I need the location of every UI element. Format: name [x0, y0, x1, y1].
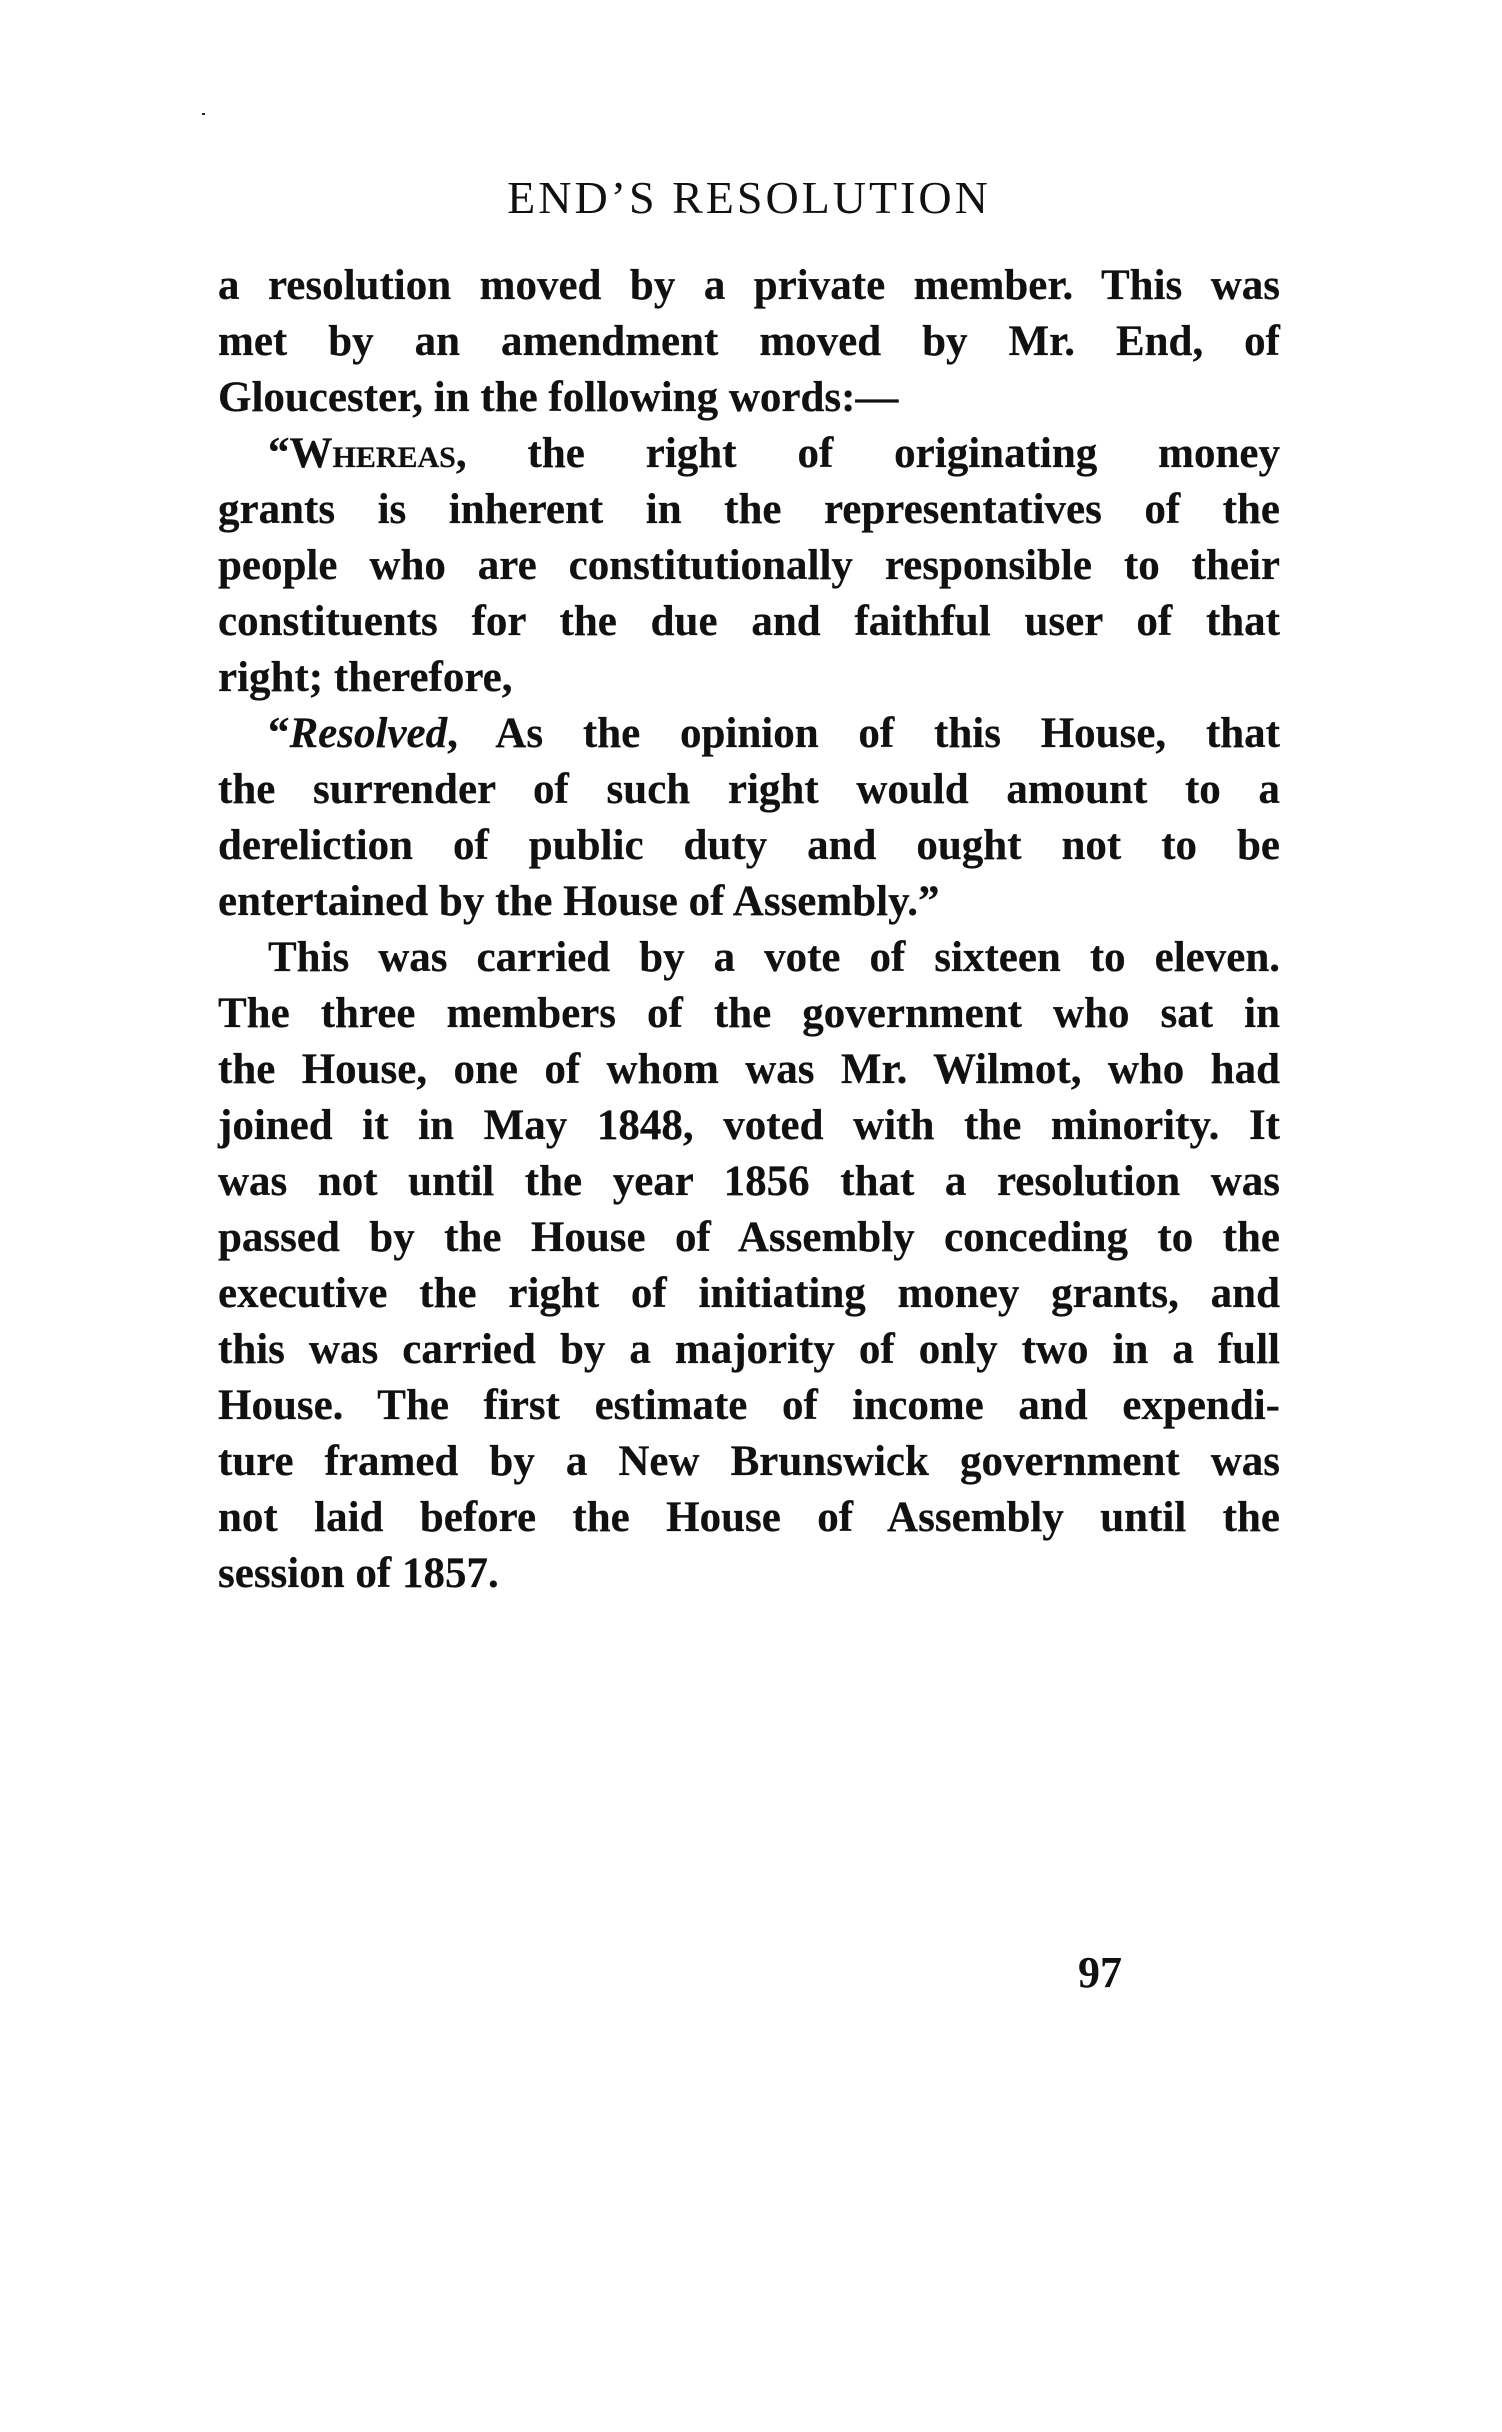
line-text: , the right of originating money: [455, 430, 1280, 477]
text-line: people who are constitutionally responsible to their: [218, 542, 1280, 589]
text-line: [218, 706, 1280, 762]
text-line: constituents for the due and faithful user of that: [218, 598, 1280, 645]
text-line: executive the right of initiating money grants, and: [218, 1270, 1280, 1317]
text-line: joined it in May 1848, voted with the minority. It: [218, 1102, 1280, 1149]
text-line: This was carried by a vote of sixteen to eleven.: [268, 934, 1280, 981]
paragraph-quotation-whereas: [218, 426, 1280, 706]
text-line: session of 1857.: [218, 1550, 499, 1597]
text-line: Gloucester, in the following words:—: [218, 374, 899, 421]
page-number: 97: [1078, 1948, 1122, 1997]
opening-quote: “: [268, 430, 290, 477]
text-line: entertained by the House of Assembly.”: [218, 878, 940, 925]
text-line: The three members of the government who sat in: [218, 990, 1280, 1037]
text-line: House. The first estimate of income and expendi-: [218, 1382, 1280, 1429]
text-line: this was carried by a majority of only two in a full: [218, 1326, 1280, 1373]
text-line: right; therefore,: [218, 654, 513, 701]
text-line: dereliction of public duty and ought not to be: [218, 822, 1280, 869]
text-line: [218, 426, 1280, 482]
paragraph-continuation: [218, 258, 1280, 426]
whereas-word: Whereas: [289, 430, 456, 477]
line-text: , As the opinion of this House, that: [447, 710, 1280, 757]
text-line: passed by the House of Assembly conceding to the: [218, 1214, 1280, 1261]
body-text: [218, 258, 1280, 1602]
opening-quote: “: [268, 710, 290, 757]
text-line: not laid before the House of Assembly until the: [218, 1494, 1280, 1541]
text-line: met by an amendment moved by Mr. End, of: [218, 318, 1280, 365]
text-line: grants is inherent in the representatives of the: [218, 486, 1280, 533]
text-line: ture framed by a New Brunswick government was: [218, 1438, 1280, 1485]
text-line: a resolution moved by a private member. This was: [218, 262, 1280, 309]
scan-speck: [202, 113, 205, 115]
text-line: the House, one of whom was Mr. Wilmot, who had: [218, 1046, 1280, 1093]
text-line: the surrender of such right would amount to a: [218, 766, 1280, 813]
resolved-word: Resolved: [289, 710, 448, 757]
running-head: END’S RESOLUTION: [507, 172, 991, 223]
paragraph-quotation-resolved: [218, 706, 1280, 930]
text-line: was not until the year 1856 that a resolution was: [218, 1158, 1280, 1205]
paragraph-narrative: [218, 930, 1280, 1602]
